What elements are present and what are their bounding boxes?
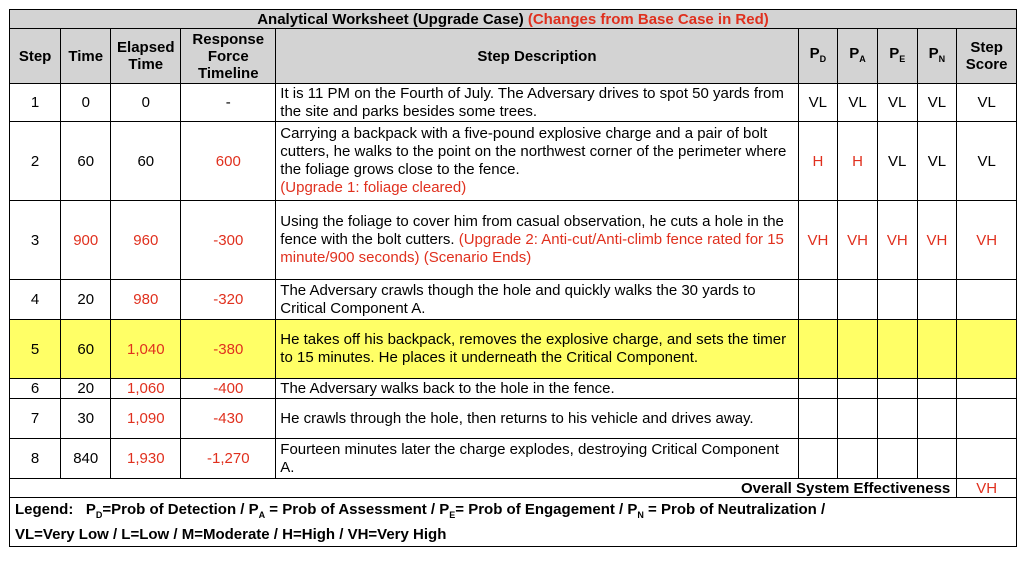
score-cell [957,399,1017,439]
pe-cell [877,399,917,439]
header-pd: $P_D$ [798,29,838,84]
pn-cell: VH [917,201,957,280]
overall-effectiveness-row [10,479,1017,498]
description-cell: The Adversary walks back to the hole in the fence. [276,379,798,399]
score-cell [957,439,1017,479]
time-cell: 30 [61,399,111,439]
score-cell: VH [957,201,1017,280]
step-cell: 1 [10,84,61,122]
worksheet-title [10,10,1017,29]
pe-cell [877,379,917,399]
response-cell: -320 [181,280,276,320]
step-cell: 7 [10,399,61,439]
overall-effectiveness-value: VH [957,479,1017,498]
pn-cell [917,379,957,399]
elapsed-cell: 0 [111,84,181,122]
step-cell: 5 [10,320,61,379]
header-step: Step [10,29,61,84]
pn-cell [917,280,957,320]
score-cell [957,320,1017,379]
time-cell: 60 [61,320,111,379]
title-changes-note: (Changes from Base Case in Red) [527,10,769,28]
step-cell: 3 [10,201,61,280]
table-row [10,84,1017,122]
pn-cell [917,399,957,439]
description-cell: The Adversary crawls though the hole and quickly walks the 30 yards to Critical Component A. [276,280,798,320]
description-cell: Carrying a backpack with a five-pound explosive charge and a pair of bolt cutters, he walks to the point on the northwest corner of the perimeter where the foliage grows close to the fence. (Upgrade 1: foliage cleared) [276,122,798,201]
elapsed-cell: 1,060 [111,379,181,399]
header-elapsed-time: Elapsed Time [111,29,181,84]
pn-cell [917,320,957,379]
elapsed-cell: 960 [111,201,181,280]
score-cell [957,379,1017,399]
legend: Legend: $P_D=Prob$ of Detection / $P_A$ = Prob of Assessment / $P_E=$ Prob of Engagement / $P_N$ = Prob of Neutralization / VL=Very Low / L=Low / M=Moderate / H=High / VH=Very High [10,498,1017,547]
upgrade-note: (Upgrade 1: foliage cleared) [280,179,467,196]
table-row [10,280,1017,320]
pa-cell [838,280,878,320]
description-cell: Fourteen minutes later the charge explodes, destroying Critical Component A. [276,439,798,479]
table-row [10,122,1017,201]
pd-cell: VH [798,201,838,280]
analytical-worksheet-table [9,9,1017,547]
pa-cell [838,399,878,439]
overall-effectiveness-label: Overall System Effectiveness [10,479,957,498]
score-cell: VL [957,122,1017,201]
legend-row [10,498,1017,547]
table-row [10,439,1017,479]
step-cell: 6 [10,379,61,399]
description-cell: It is 11 PM on the Fourth of July. The Adversary drives to spot 50 yards from the site and parks besides some trees. [276,84,798,122]
time-cell: 60 [61,122,111,201]
response-cell: -430 [181,399,276,439]
time-cell: 20 [61,379,111,399]
pa-cell: VL [838,84,878,122]
pd-cell [798,379,838,399]
header-response-force-timeline: Response Force Timeline [181,29,276,84]
score-cell: VL [957,84,1017,122]
pe-cell [877,280,917,320]
pa-cell [838,379,878,399]
elapsed-cell: 1,040 [111,320,181,379]
response-cell: -380 [181,320,276,379]
header-pa: $P_A$ [838,29,878,84]
pd-cell: H [798,122,838,201]
step-cell: 2 [10,122,61,201]
pd-cell [798,399,838,439]
description-cell: He crawls through the hole, then returns to his vehicle and drives away. [276,399,798,439]
table-row [10,399,1017,439]
pe-cell: VL [877,122,917,201]
header-step-description: Step Description [276,29,798,84]
title-main: Analytical Worksheet (Upgrade Case) [257,10,528,28]
pe-cell: VL [877,84,917,122]
header-pn: $P_N$ [917,29,957,84]
upgrade-note: (Upgrade 2: Anti-cut/Anti-climb fence rated for 15 minute/900 seconds) (Scenario Ends) [280,231,784,266]
step-cell: 8 [10,439,61,479]
response-cell: - [181,84,276,122]
description-cell: Using the foliage to cover him from casual observation, he cuts a hole in the fence with the bolt cutters. (Upgrade 2: Anti-cut/Anti-climb fence rated for 15 minute/900 seconds) (Scenario Ends) [276,201,798,280]
table-row-highlighted [10,320,1017,379]
step-cell: 4 [10,280,61,320]
pd-cell [798,280,838,320]
time-cell: 840 [61,439,111,479]
response-cell: 600 [181,122,276,201]
description-cell: He takes off his backpack, removes the explosive charge, and sets the timer to 15 minutes. He places it underneath the Critical Component. [276,320,798,379]
pa-cell [838,320,878,379]
score-cell [957,280,1017,320]
pe-cell [877,439,917,479]
time-cell: 0 [61,84,111,122]
pd-cell [798,439,838,479]
elapsed-cell: 1,090 [111,399,181,439]
pn-cell: VL [917,122,957,201]
pd-cell [798,320,838,379]
pd-cell: VL [798,84,838,122]
header-step-score: Step Score [957,29,1017,84]
time-cell: 900 [61,201,111,280]
table-row [10,201,1017,280]
pn-cell [917,439,957,479]
header-row [10,29,1017,84]
pe-cell: VH [877,201,917,280]
pa-cell: VH [838,201,878,280]
elapsed-cell: 980 [111,280,181,320]
response-cell: -1,270 [181,439,276,479]
header-pe: $P_E$ [877,29,917,84]
legend-scale: VL=Very Low / L=Low / M=Moderate / H=High / VH=Very High [15,526,447,543]
table-row [10,379,1017,399]
pe-cell [877,320,917,379]
response-cell: -400 [181,379,276,399]
pa-cell [838,439,878,479]
elapsed-cell: 1,930 [111,439,181,479]
pa-cell: H [838,122,878,201]
pn-cell: VL [917,84,957,122]
time-cell: 20 [61,280,111,320]
header-time: Time [61,29,111,84]
elapsed-cell: 60 [111,122,181,201]
response-cell: -300 [181,201,276,280]
